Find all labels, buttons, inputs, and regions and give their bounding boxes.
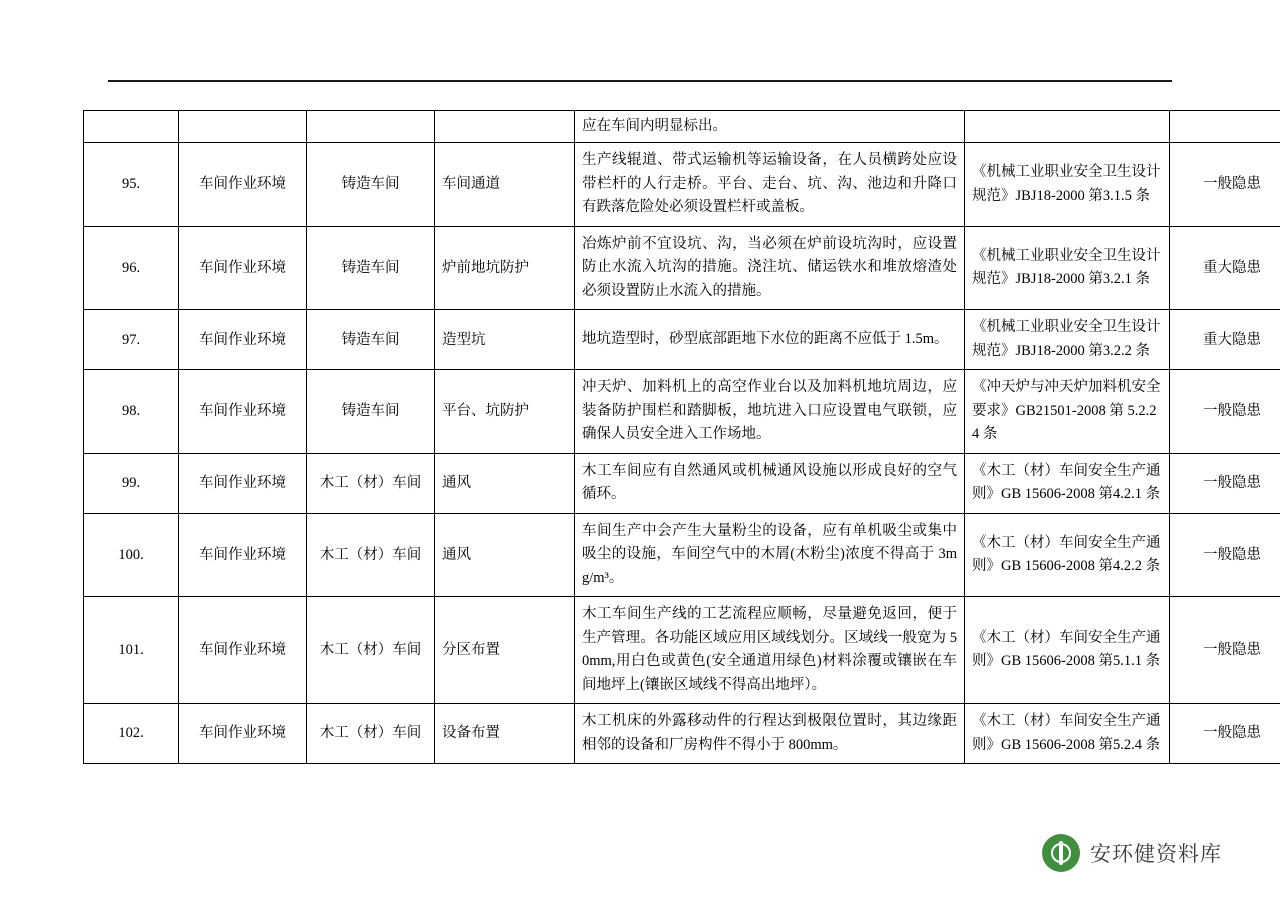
cell-category: 车间作业环境 [179, 453, 307, 513]
cell-area: 铸造车间 [307, 310, 435, 370]
watermark-label: 安环健资料库 [1090, 843, 1222, 866]
cell-reference: 《机械工业职业安全卫生设计规范》JBJ18-2000 第3.2.1 条 [965, 226, 1170, 309]
cell-category: 车间作业环境 [179, 370, 307, 453]
cell-area [307, 111, 435, 143]
cell-reference: 《木工（材）车间安全生产通则》GB 15606-2008 第5.2.4 条 [965, 704, 1170, 764]
cell-reference: 《机械工业职业安全卫生设计规范》JBJ18-2000 第3.2.2 条 [965, 310, 1170, 370]
cell-area: 木工（材）车间 [307, 597, 435, 704]
cell-category: 车间作业环境 [179, 513, 307, 596]
table-row [84, 704, 1280, 764]
cell-area: 木工（材）车间 [307, 453, 435, 513]
cell-item: 通风 [435, 513, 575, 596]
cell-area: 木工（材）车间 [307, 513, 435, 596]
cell-description: 木工机床的外露移动件的行程达到极限位置时，其边缘距相邻的设备和厂房构件不得小于 800mm。 [575, 704, 965, 764]
cell-area: 木工（材）车间 [307, 704, 435, 764]
cell-index: 98. [84, 370, 179, 453]
cell-category: 车间作业环境 [179, 310, 307, 370]
table-row [84, 111, 1280, 143]
cell-reference: 《机械工业职业安全卫生设计规范》JBJ18-2000 第3.1.5 条 [965, 143, 1170, 226]
table-row [84, 310, 1280, 370]
cell-level: 一般隐患 [1170, 704, 1280, 764]
cell-area: 铸造车间 [307, 370, 435, 453]
cell-item: 通风 [435, 453, 575, 513]
cell-index: 96. [84, 226, 179, 309]
table-row [84, 513, 1280, 596]
cell-category: 车间作业环境 [179, 597, 307, 704]
cell-description: 生产线辊道、带式运输机等运输设备，在人员横跨处应设带栏杆的人行走桥。平台、走台、坑、沟、池边和升降口有跌落危险处必须设置栏杆或盖板。 [575, 143, 965, 226]
hazard-checklist-table [83, 110, 1280, 764]
cell-reference: 《木工（材）车间安全生产通则》GB 15606-2008 第5.1.1 条 [965, 597, 1170, 704]
cell-area: 铸造车间 [307, 143, 435, 226]
cell-item: 造型坑 [435, 310, 575, 370]
cell-level [1170, 111, 1280, 143]
cell-level: 重大隐患 [1170, 310, 1280, 370]
cell-index: 95. [84, 143, 179, 226]
cell-category: 车间作业环境 [179, 226, 307, 309]
cell-reference: 《木工（材）车间安全生产通则》GB 15606-2008 第4.2.1 条 [965, 453, 1170, 513]
cell-description: 木工车间应有自然通风或机械通风设施以形成良好的空气循环。 [575, 453, 965, 513]
cell-category: 车间作业环境 [179, 143, 307, 226]
cell-reference: 《冲天炉与冲天炉加料机安全要求》GB21501-2008 第 5.2.24 条 [965, 370, 1170, 453]
cell-level: 一般隐患 [1170, 143, 1280, 226]
cell-category: 车间作业环境 [179, 704, 307, 764]
cell-level: 一般隐患 [1170, 513, 1280, 596]
cell-description: 冶炼炉前不宜设坑、沟，当必须在炉前设坑沟时，应设置防止水流入坑沟的措施。浇注坑、储运铁水和堆放熔渣处必须设置防止水流入的措施。 [575, 226, 965, 309]
header-divider [108, 80, 1172, 82]
table-row [84, 143, 1280, 226]
cell-description: 冲天炉、加料机上的高空作业台以及加料机地坑周边，应装备防护围栏和踏脚板，地坑进入口应设置电气联锁，应确保人员安全进入工作场地。 [575, 370, 965, 453]
cell-level: 重大隐患 [1170, 226, 1280, 309]
cell-index: 97. [84, 310, 179, 370]
cell-item: 分区布置 [435, 597, 575, 704]
cell-level: 一般隐患 [1170, 453, 1280, 513]
cell-index: 101. [84, 597, 179, 704]
cell-item: 平台、坑防护 [435, 370, 575, 453]
cell-category [179, 111, 307, 143]
cell-index: 99. [84, 453, 179, 513]
cell-description: 应在车间内明显标出。 [575, 111, 965, 143]
table-row [84, 226, 1280, 309]
cell-reference [965, 111, 1170, 143]
cell-reference: 《木工（材）车间安全生产通则》GB 15606-2008 第4.2.2 条 [965, 513, 1170, 596]
cell-index [84, 111, 179, 143]
cell-description: 车间生产中会产生大量粉尘的设备，应有单机吸尘或集中吸尘的设施，车间空气中的木屑(木粉尘)浓度不得高于 3mg/m³。 [575, 513, 965, 596]
cell-item: 车间通道 [435, 143, 575, 226]
cell-description: 地坑造型时，砂型底部距地下水位的距离不应低于 1.5m。 [575, 310, 965, 370]
table-row [84, 370, 1280, 453]
table-row [84, 597, 1280, 704]
cell-index: 100. [84, 513, 179, 596]
cell-index: 102. [84, 704, 179, 764]
cell-area: 铸造车间 [307, 226, 435, 309]
wechat-official-account-icon [1042, 834, 1080, 872]
cell-level: 一般隐患 [1170, 597, 1280, 704]
cell-item [435, 111, 575, 143]
table-body [84, 111, 1280, 764]
cell-level: 一般隐患 [1170, 370, 1280, 453]
table-row [84, 453, 1280, 513]
watermark [1042, 834, 1222, 872]
cell-item: 设备布置 [435, 704, 575, 764]
cell-item: 炉前地坑防护 [435, 226, 575, 309]
cell-description: 木工车间生产线的工艺流程应顺畅，尽量避免返回，便于生产管理。各功能区域应用区域线划分。区域线一般宽为 50mm,用白色或黄色(安全通道用绿色)材料涂覆或镶嵌在车间地坪上(镶嵌区域线不得高出地坪）。 [575, 597, 965, 704]
